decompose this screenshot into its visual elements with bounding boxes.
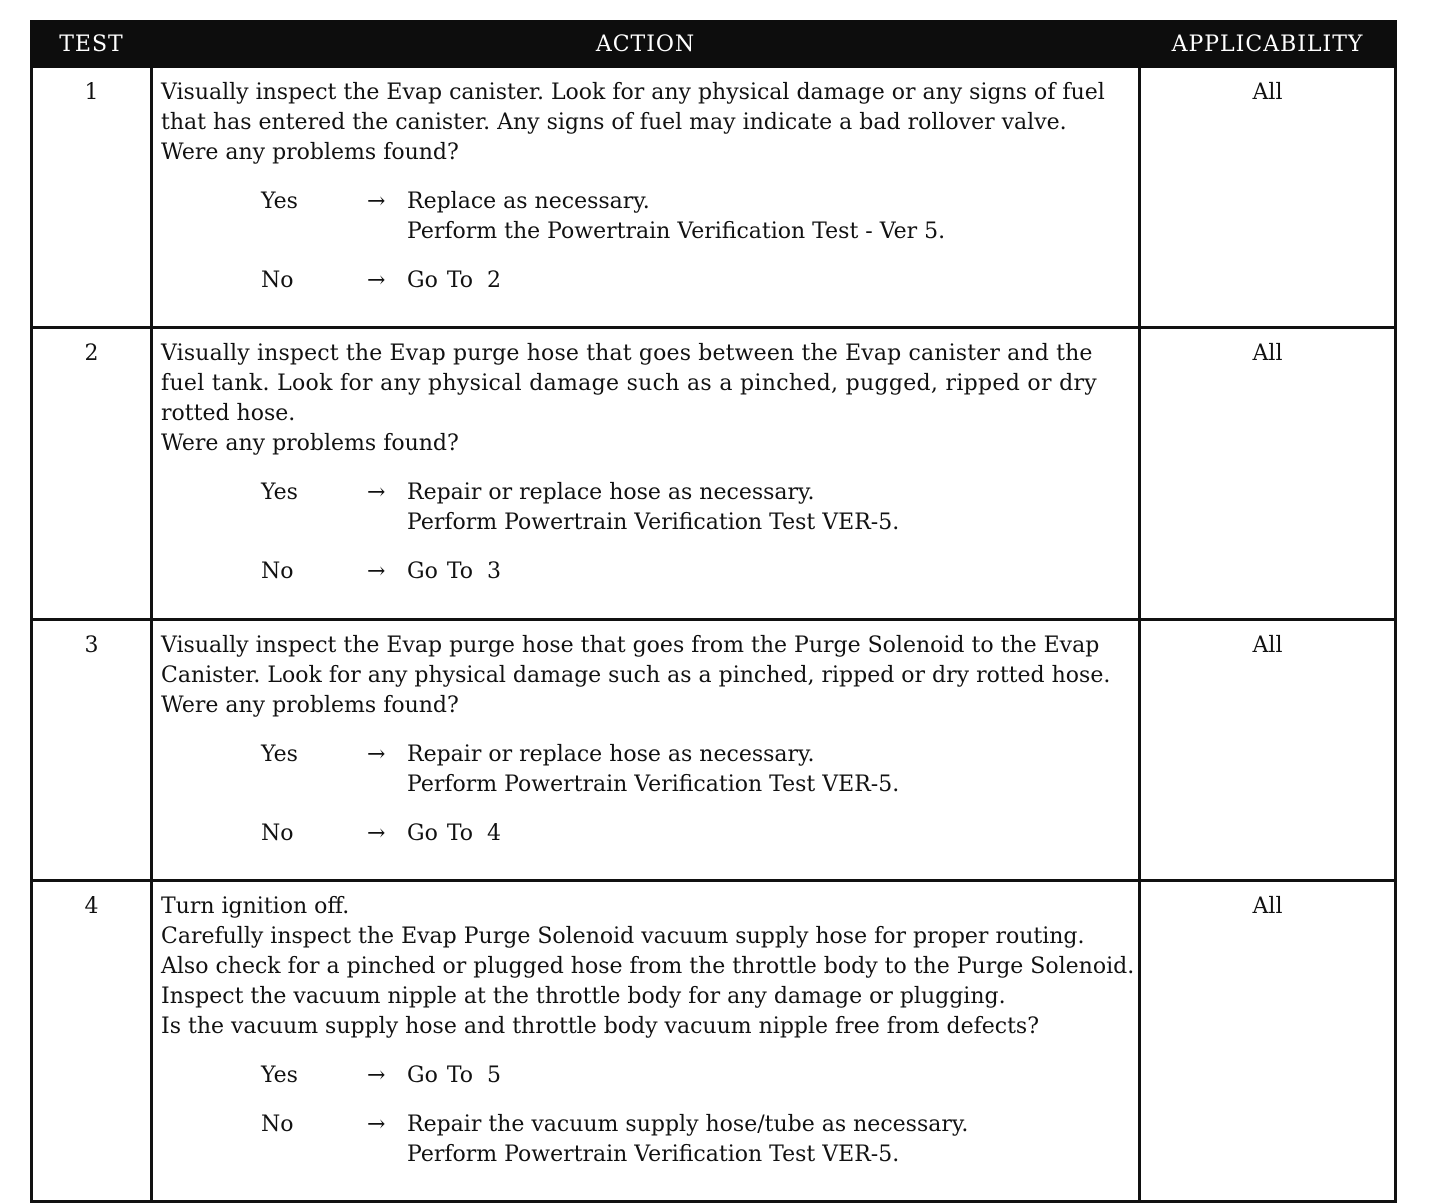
yes-label: Yes — [261, 742, 298, 767]
goto-label: Go To — [407, 821, 474, 846]
goto-instruction — [407, 819, 1130, 849]
no-outcome — [261, 819, 1130, 849]
action-line: Canister. Look for any physical damage such as a pinched, ripped or dry rotted hose. — [161, 663, 1111, 688]
arrow-icon: → — [367, 480, 386, 505]
arrow-icon: → — [367, 1063, 386, 1088]
no-label: No — [261, 1112, 294, 1137]
test-number: 1 — [32, 67, 152, 328]
action-line: rotted hose. — [161, 401, 296, 426]
yes-label: Yes — [261, 480, 298, 505]
action-line: Were any problems found? — [161, 431, 459, 456]
arrow-icon: → — [367, 742, 386, 767]
result-line: Perform Powertrain Verification Test VER-5. — [407, 1142, 900, 1167]
action-column-header: ACTION — [152, 22, 1140, 67]
no-result — [407, 266, 1130, 296]
test-column-header: TEST — [32, 22, 152, 67]
action-cell — [152, 620, 1140, 881]
table-row — [32, 328, 1396, 620]
no-result — [407, 557, 1130, 587]
yes-outcome — [261, 1061, 1130, 1091]
goto-label: Go To — [407, 559, 474, 584]
result-line: Perform the Powertrain Verification Test - Ver 5. — [407, 219, 946, 244]
goto-label: Go To — [407, 1063, 474, 1088]
table-row — [32, 881, 1396, 1202]
goto-instruction — [407, 266, 1130, 296]
no-outcome — [261, 557, 1130, 587]
action-line: Is the vacuum supply hose and throttle body vacuum nipple free from defects? — [161, 1014, 1039, 1039]
table-row — [32, 620, 1396, 881]
action-line: Carefully inspect the Evap Purge Solenoid vacuum supply hose for proper routing. — [161, 924, 1085, 949]
applicability-value: All — [1140, 67, 1396, 328]
yes-result — [407, 478, 1130, 538]
test-number: 3 — [32, 620, 152, 881]
applicability-column-header: APPLICABILITY — [1140, 22, 1396, 67]
result-line: Repair the vacuum supply hose/tube as necessary. — [407, 1112, 969, 1137]
action-cell — [152, 67, 1140, 328]
result-line: Perform Powertrain Verification Test VER-5. — [407, 510, 900, 535]
applicability-value: All — [1140, 620, 1396, 881]
yes-result — [407, 1061, 1130, 1091]
goto-target: 5 — [487, 1063, 502, 1088]
action-line: Visually inspect the Evap canister. Look for any physical damage or any signs of fuel — [161, 80, 1105, 105]
action-cell — [152, 328, 1140, 620]
action-description — [161, 892, 1135, 1042]
action-line: Visually inspect the Evap purge hose that goes between the Evap canister and the — [161, 341, 1093, 366]
no-result — [407, 1110, 1130, 1170]
action-description — [161, 78, 1130, 168]
goto-target: 2 — [487, 268, 502, 293]
action-line: Visually inspect the Evap purge hose that goes from the Purge Solenoid to the Evap — [161, 633, 1100, 658]
table-row — [32, 67, 1396, 328]
goto-target: 4 — [487, 821, 502, 846]
no-label: No — [261, 559, 294, 584]
table-header-row — [32, 22, 1396, 67]
yes-result — [407, 187, 1130, 247]
arrow-icon: → — [367, 821, 386, 846]
action-line: fuel tank. Look for any physical damage such as a pinched, pugged, ripped or dry — [161, 371, 1097, 396]
no-label: No — [261, 268, 294, 293]
arrow-icon: → — [367, 559, 386, 584]
goto-instruction — [407, 1061, 1130, 1091]
action-line: that has entered the canister. Any signs of fuel may indicate a bad rollover valve. — [161, 110, 1067, 135]
result-line: Repair or replace hose as necessary. — [407, 742, 815, 767]
arrow-icon: → — [367, 268, 386, 293]
applicability-value: All — [1140, 328, 1396, 620]
no-result — [407, 819, 1130, 849]
yes-label: Yes — [261, 1063, 298, 1088]
action-line: Were any problems found? — [161, 693, 459, 718]
diagnostic-procedure-page — [30, 20, 1394, 1167]
goto-instruction — [407, 557, 1130, 587]
action-description — [161, 339, 1130, 459]
no-outcome — [261, 266, 1130, 296]
result-line: Repair or replace hose as necessary. — [407, 480, 815, 505]
action-line: Also check for a pinched or plugged hose from the throttle body to the Purge Solenoid. — [161, 954, 1135, 979]
yes-label: Yes — [261, 189, 298, 214]
no-outcome — [261, 1110, 1130, 1170]
yes-outcome — [261, 478, 1130, 538]
goto-target: 3 — [487, 559, 502, 584]
action-line: Were any problems found? — [161, 140, 459, 165]
test-number: 2 — [32, 328, 152, 620]
arrow-icon: → — [367, 189, 386, 214]
action-cell — [152, 881, 1140, 1202]
action-line: Turn ignition off. — [161, 894, 350, 919]
diagnostic-test-table — [30, 20, 1397, 1203]
yes-outcome — [261, 740, 1130, 800]
result-line: Replace as necessary. — [407, 189, 650, 214]
yes-result — [407, 740, 1130, 800]
action-line: Inspect the vacuum nipple at the throttle body for any damage or plugging. — [161, 984, 1006, 1009]
result-line: Perform Powertrain Verification Test VER-5. — [407, 772, 900, 797]
yes-outcome — [261, 187, 1130, 247]
goto-label: Go To — [407, 268, 474, 293]
action-description — [161, 631, 1130, 721]
applicability-value: All — [1140, 881, 1396, 1202]
test-number: 4 — [32, 881, 152, 1202]
arrow-icon: → — [367, 1112, 386, 1137]
no-label: No — [261, 821, 294, 846]
